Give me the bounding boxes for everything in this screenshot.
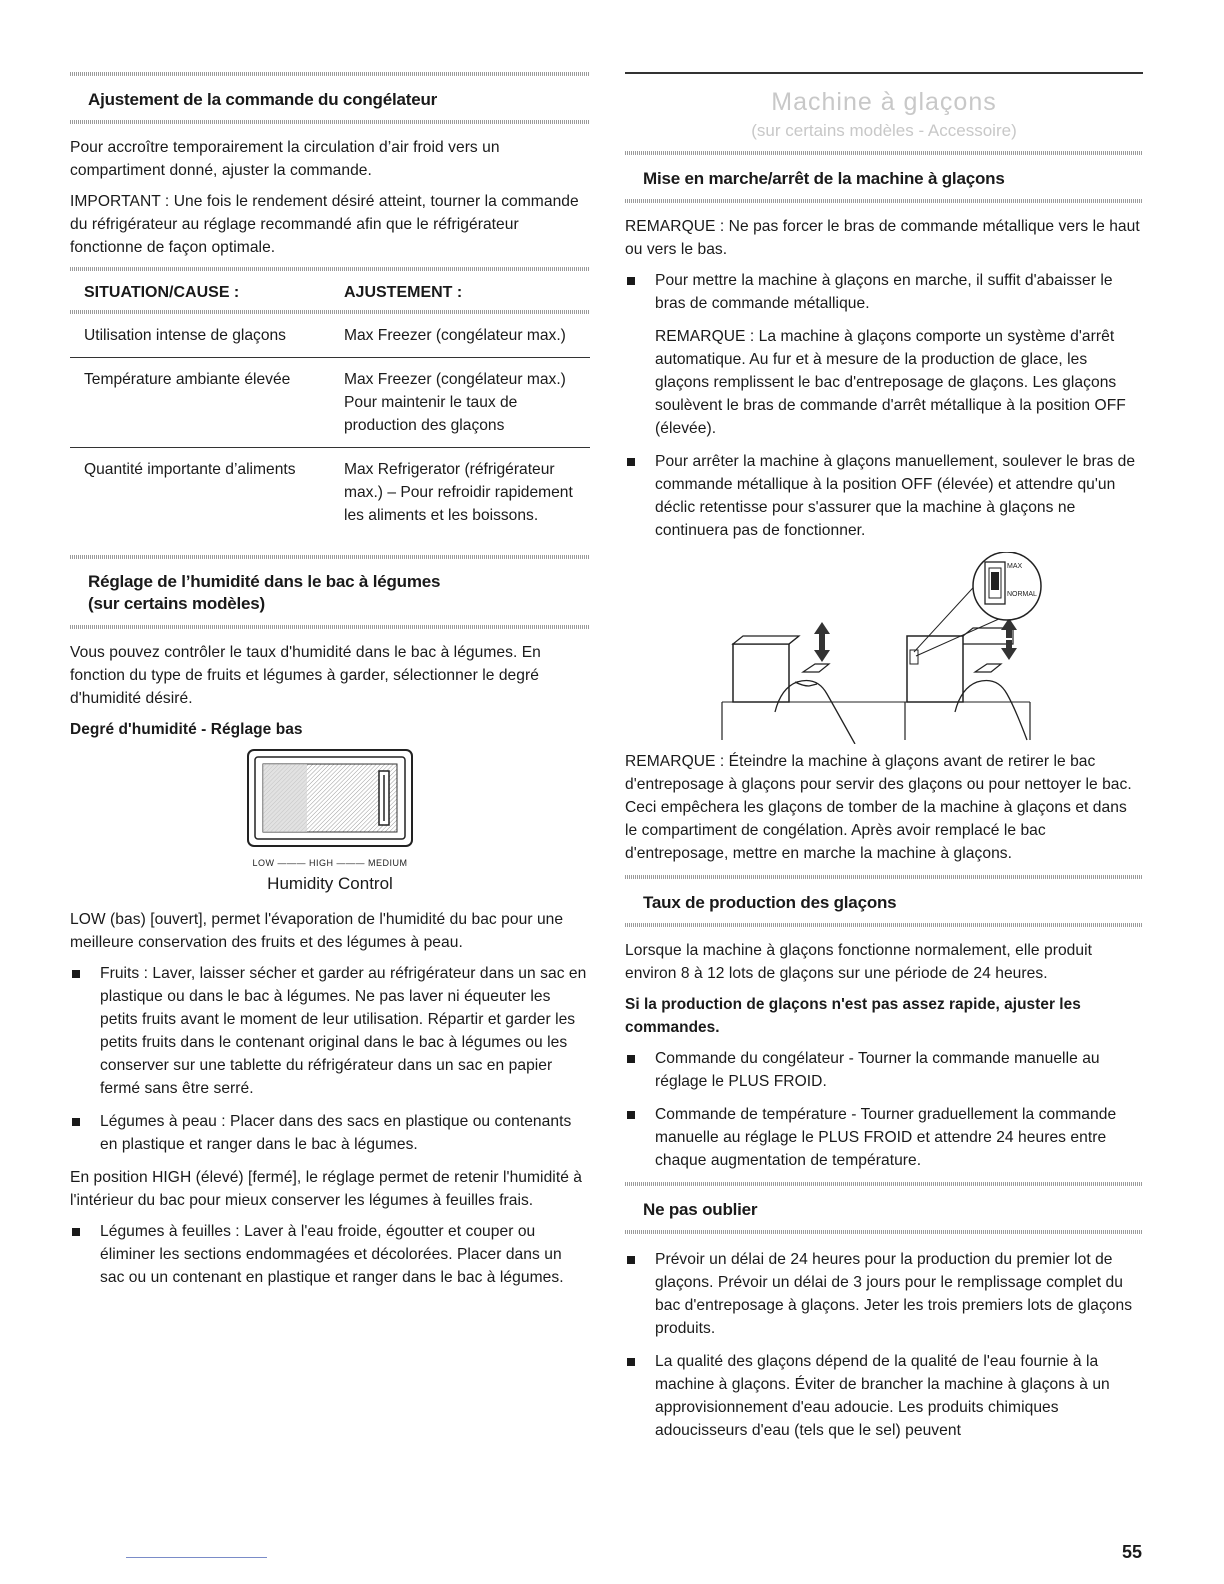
list-item: Fruits : Laver, laisser sécher et garder au réfrigérateur dans un sac en plastique ou dans le bac à légumes. Ne pas laver ni équeuter les petits fruits avant le moment de leur utilisation. Répartir et garder les petits fruits dans le contenant original dans le bac à légumes ou les conserver sur une tablette du réfrigérateur dans un sac en papier fermé sans être serré.	[70, 962, 590, 1100]
note: REMARQUE : La machine à glaçons comporte un système d'arrêt automatique. Au fur et à mesure de la production de glace, les glaçons remplissent le bac d'entreposage de glaçons. Les glaçons soulèvent le bras de commande d'arrêt métallique à la position OFF (élevée).	[655, 327, 1126, 437]
paragraph: Lorsque la machine à glaçons fonctionne normalement, elle produit environ 8 à 12 lots de glaçons sur une période de 24 heures.	[625, 941, 1093, 982]
section-title: Machine à glaçons	[771, 87, 997, 116]
list-item: Légumes à feuilles : Laver à l'eau froide, égoutter et couper ou éliminer les sections endommagées et décolorées. Placer dans un sac ou un contenant en plastique et ranger dans le bac à légumes.	[70, 1220, 590, 1289]
note: REMARQUE : Éteindre la machine à glaçons avant de retirer le bac d'entreposage à glaçons pour servir des glaçons ou pour nettoyer le bac. Ceci empêchera les glaçons de tomber de la machine à glaçons et dans le compartiment de congélation. Après avoir remplacé le bac d'entreposage, mettre en marche la machine à glaçons.	[625, 752, 1132, 862]
humidity-scale-labels: LOW ——— HIGH ——— MEDIUM	[252, 858, 408, 868]
table-row	[70, 358, 590, 448]
table-cell: Max Freezer (congélateur max.) Pour maintenir le taux de production des glaçons	[330, 358, 590, 448]
production-rate-heading: Taux de production des glaçons	[643, 892, 897, 912]
remember-heading: Ne pas oublier	[643, 1199, 758, 1219]
humidity-heading-line2: (sur certains modèles)	[88, 594, 265, 613]
produce-list	[70, 962, 590, 1156]
list-item: Pour mettre la machine à glaçons en marche, il suffit d'abaisser le bras de commande métallique.	[625, 269, 1143, 315]
divider	[625, 923, 1143, 927]
table-row	[70, 314, 590, 358]
list-item: Prévoir un délai de 24 heures pour la production du premier lot de glaçons. Prévoir un délai de 3 jours pour le remplissage complet du bac d'entreposage à glaçons. Jeter les trois premiers lots de glaçons produits.	[625, 1248, 1143, 1340]
divider	[625, 199, 1143, 203]
paragraph: En position HIGH (élevé) [fermé], le réglage permet de retenir l'humidité à l'intérieur du bac pour mieux conserver les légumes à feuilles frais.	[70, 1169, 583, 1209]
list-item: Pour arrêter la machine à glaçons manuellement, soulever le bras de commande métallique à la position OFF (élevée) et attendre qu'un déclic retentisse pour s'assurer que la machine à glaçons ne continuera pas de fonctionner.	[625, 450, 1143, 542]
left-column	[70, 72, 590, 1299]
humidity-heading	[70, 559, 590, 625]
table-cell: Max Freezer (congélateur max.)	[330, 314, 590, 358]
normal-label: NORMAL	[1007, 590, 1037, 598]
divider	[70, 120, 590, 124]
section-subtitle: (sur certains modèles - Accessoire)	[751, 120, 1017, 140]
divider	[70, 625, 590, 629]
important-paragraph: IMPORTANT : Une fois le rendement désiré atteint, tourner la commande du réfrigérateur au réglage recommandé afin que le réfrigérateur fonctionne de façon optimale.	[70, 193, 579, 256]
humidity-figure-caption: Humidity Control	[267, 874, 393, 893]
list-item: La qualité des glaçons dépend de la qualité de l'eau fournie à la machine à glaçons. Éviter de brancher la machine à glaçons à un approvisionnement d'eau adoucie. Les produits chimiques adoucisseurs d'eau (tels que le sel) peuvent	[625, 1350, 1143, 1442]
bold-instruction: Si la production de glaçons n'est pas assez rapide, ajuster les commandes.	[625, 995, 1081, 1036]
remember-list	[625, 1248, 1143, 1442]
adjustment-table	[70, 279, 590, 541]
table-cell: Quantité importante d’aliments	[84, 461, 296, 478]
humidity-slider-illustration	[247, 749, 413, 847]
paragraph: Vous pouvez contrôler le taux d'humidité dans le bac à légumes. En fonction du type de fruits et légumes à garder, sélectionner le degré d'humidité désiré.	[70, 644, 541, 707]
max-label: MAX	[1007, 562, 1023, 570]
paragraph: Pour accroître temporairement la circulation d’air froid vers un compartiment donné, ajuster la commande.	[70, 139, 500, 179]
table-cell: Température ambiante élevée	[70, 358, 330, 448]
footer-line	[126, 1557, 267, 1558]
paragraph: LOW (bas) [ouvert], permet l'évaporation de l'humidité du bac pour une meilleure conservation des fruits et des légumes à peau.	[70, 911, 564, 951]
table-header-situation: SITUATION/CAUSE :	[84, 284, 240, 301]
table-header-adjustment: AJUSTEMENT :	[344, 284, 463, 301]
leafy-list	[70, 1220, 590, 1289]
humidity-subheading: Degré d'humidité - Réglage bas	[70, 721, 303, 738]
onoff-list-2	[625, 450, 1143, 542]
page-number: 55	[1121, 1542, 1142, 1562]
list-item: Commande du congélateur - Tourner la commande manuelle au réglage le PLUS FROID.	[625, 1047, 1143, 1093]
onoff-list	[625, 269, 1143, 315]
right-column	[625, 72, 1143, 1452]
list-item: Commande de température - Tourner graduellement la commande manuelle au réglage le PLUS FROID et attendre 24 heures entre chaque augmentation de température.	[625, 1103, 1143, 1172]
divider	[70, 267, 590, 271]
table-row	[70, 448, 590, 542]
freezer-control-heading: Ajustement de la commande du congélateur	[88, 90, 438, 109]
humidity-heading-line1: Réglage de l’humidité dans le bac à légumes	[88, 572, 441, 591]
humidity-control-figure	[70, 749, 590, 894]
list-item: Légumes à peau : Placer dans des sacs en plastique ou contenants en plastique et ranger dans le bac à légumes.	[70, 1110, 590, 1156]
table-cell: Utilisation intense de glaçons	[70, 314, 330, 358]
control-list	[625, 1047, 1143, 1172]
note: REMARQUE : Ne pas forcer le bras de commande métallique vers le haut ou vers le bas.	[625, 217, 1140, 258]
divider	[625, 1230, 1143, 1234]
table-cell: Max Refrigerator (réfrigérateur max.) – Pour refroidir rapidement les aliments et les boissons.	[344, 461, 573, 524]
ice-maker-onoff-heading: Mise en marche/arrêt de la machine à glaçons	[643, 168, 1005, 188]
ice-maker-illustration	[625, 552, 1143, 744]
